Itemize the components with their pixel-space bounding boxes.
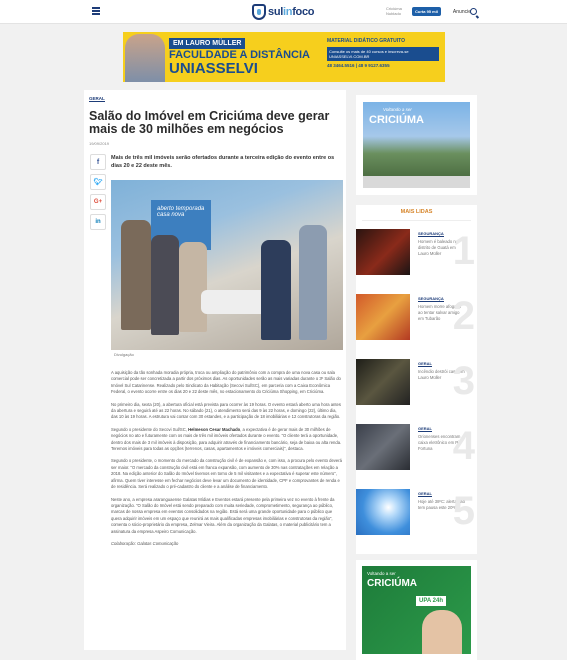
article-photo xyxy=(111,180,343,350)
item-number: 1 xyxy=(452,229,475,273)
photo-person xyxy=(299,225,327,340)
list-item[interactable] xyxy=(356,356,477,416)
banner-line1: FACULDADE A DISTÂNCIA xyxy=(169,49,310,61)
search-icon[interactable] xyxy=(470,8,477,15)
googleplus-share-icon[interactable]: G+ xyxy=(90,194,106,210)
item-text: Homem morre afogado ao tentar salvar amigo em Tubarão xyxy=(418,304,462,321)
item-tag: SEGURANÇA xyxy=(418,296,444,301)
list-item[interactable] xyxy=(356,486,477,546)
top-navbar xyxy=(0,0,567,24)
logo-mark-icon xyxy=(252,4,266,20)
header-actions xyxy=(386,7,471,16)
mais-lidas-heading: MAIS LIDAS xyxy=(362,209,471,221)
item-tag: GERAL xyxy=(418,426,432,431)
anuncie-link[interactable]: Anuncie xyxy=(452,8,471,15)
item-thumbnail xyxy=(356,229,410,275)
photo-person xyxy=(261,240,291,340)
article-body xyxy=(111,370,343,553)
ad3-title: CRICIÚMA xyxy=(367,578,417,589)
article-date: 19/09/2019 xyxy=(89,141,110,146)
sidebar xyxy=(356,95,477,660)
highlighted-name: Helmeson Cesar Machado xyxy=(188,426,241,432)
article-lead: Mais de três mil imóveis serão ofertados durante a terceira edição do evento entre os dias 20 e 22 deste mês. xyxy=(111,155,335,169)
banner-people-image xyxy=(125,34,165,82)
body-paragraph: Segundo o presidente, o momento do mercado da construção civil é de expansão e, com isso, a procura pelo evento deverá ser maior. “O mercado da construção civil está em franca expansão, com aumento de 30% nas contratações em relação a 2018. Na edição anterior do Salão do Imóvel tivemos em torno de 5 mil visitantes e a expectativa é superar este número”, afirma. Quem tiver interesse em fechar negócios deve levar um documento de identidade, CPF e comprovantes de renda e de residência. Será realizado o pré-cadastro do cliente e a análise de financiamento. xyxy=(111,458,342,490)
sidebar-ad-upa[interactable] xyxy=(356,560,477,660)
sidebar-ad-criciuma[interactable] xyxy=(356,95,477,195)
ad-title: CRICIÚMA xyxy=(369,114,424,126)
site-logo[interactable] xyxy=(252,3,314,20)
item-tag: GERAL xyxy=(418,361,432,366)
item-text: Homem é baleado no distrito de Guatá em Lauro Müller xyxy=(418,239,459,256)
banner-tag: EM LAURO MÜLLER xyxy=(169,38,245,49)
article-category[interactable]: GERAL xyxy=(89,96,105,101)
logo-accent: in xyxy=(283,5,293,18)
article-title: Salão do Imóvel em Criciúma deve gerar mais de 30 milhões em negócios xyxy=(89,109,330,136)
ad3-logo: UPA 24h xyxy=(416,596,446,606)
item-thumbnail xyxy=(356,294,410,340)
ad-strip xyxy=(363,176,470,188)
item-tag: SEGURANÇA xyxy=(418,231,444,236)
item-number: 3 xyxy=(452,359,475,403)
ad-sub: Voltando a ser xyxy=(383,107,412,112)
hamburger-menu-icon[interactable] xyxy=(92,7,100,15)
twitter-share-icon[interactable]: 🐦︎ xyxy=(90,174,106,190)
banner-phones: 48 3464.5516 | 48 9 9127.6355 xyxy=(327,63,390,68)
banner-line2: UNIASSELVI xyxy=(169,60,258,77)
facebook-share-icon[interactable]: f xyxy=(90,154,106,170)
item-thumbnail xyxy=(356,489,410,535)
photo-person xyxy=(151,235,179,335)
body-paragraph: Segundo o presidente do Secovi Sul/SC, Helmeson Cesar Machado, a expectativa é de gerar mais de 30 milhões de negócios no ato e futuramente com os mais de três mil imóveis ofertados durante o evento. “O cliente terá a oportunidade, dentro dos mais de 3 mil imóveis à disposição, para adquirir através de financiamento bancário, seja de baixa ou alta renda. Teremos imóveis para todas as opções (terrenos, casas, apartamentos e imóveis comerciais)”, destaca. xyxy=(111,426,342,452)
body-paragraph: A aquisição da tão sonhada moradia própria, troca ou ampliação do patrimônio com a compra de uma nova casa ou sala comercial pode ser concretizada a partir dos próximos dias. As oportunidades serão as mais variadas durante o 3º Salão do Imóvel Sul Catarinense. Realizado pelo Sindicato da Habitação (Secovi Sul/SC), em parceria com a Caixa Econômica Federal, o evento ocorre entre os dias 20 e 22 deste mês, no estacionamento do Criciúma Shopping, em Criciúma. xyxy=(111,370,341,395)
logo-prefix: sul xyxy=(268,5,283,18)
item-number: 4 xyxy=(452,424,475,468)
ad3-sub: Voltando a ser xyxy=(367,571,396,576)
logo-suffix: foco xyxy=(292,5,315,18)
facebook-like-button[interactable]: Curta 95 mil xyxy=(412,7,441,16)
item-number: 5 xyxy=(452,489,475,533)
photo-stand: aberto temporada casa nova xyxy=(151,200,211,250)
photo-person xyxy=(121,220,151,330)
body-paragraph: No primeiro dia, sexta (20), a abertura oficial está prevista para ocorrer às 19 horas. O evento estará aberto uma hora antes da abertura e seguirá até as 22 horas. No sábado (21), o atendimento será das 9 às 22 horas, e domingo (22), último dia, das 10 às 19 horas. A estrutura vai contar com 30 estandes, e a participação de 18 imobiliárias e 12 construtoras da região. xyxy=(111,401,341,420)
item-thumbnail xyxy=(356,424,410,470)
ad3-person-image xyxy=(422,610,462,654)
list-item[interactable] xyxy=(356,226,477,286)
weather-widget: Criciúma Nublado xyxy=(386,6,402,16)
linkedin-share-icon[interactable]: in xyxy=(90,214,106,230)
item-text: Hoje até 38ºC: alerta não tem pausa este 20ºC xyxy=(418,499,465,510)
list-item[interactable] xyxy=(356,291,477,351)
item-text: Incêndio destrói casa em Lauro Müller xyxy=(418,369,465,380)
photo-caption: Divulgação xyxy=(114,352,134,357)
item-number: 2 xyxy=(452,294,475,338)
item-thumbnail xyxy=(356,359,410,405)
body-credit: Colaboração: Galatas Comunicação xyxy=(111,540,179,546)
photo-person xyxy=(179,242,207,332)
banner-right-box: Consulte os mais de 40 cursos e inscreva-se UNIASSELVI.COM.BR xyxy=(327,47,439,61)
banner-right-title: MATERIAL DIDÁTICO GRATUITO xyxy=(327,38,405,44)
banner-right xyxy=(327,38,439,68)
item-tag: GERAL xyxy=(418,491,432,496)
banner-headline xyxy=(169,50,310,77)
article-column xyxy=(84,90,346,650)
mais-lidas-panel xyxy=(356,205,477,554)
body-paragraph: Neste ano, a empresa araranguaense Galatas Mídias e Eventos estará presente pela primeira vez no evento à frente da organização. “O Salão do Imóvel está sendo preparado com muita seriedade, comprometimento, segurança ao público, marcas de nossa empresa em eventos consolidados na região. Está será uma grande oportunidade para o público que quera adquirir imóveis em um espaço que reunirá as mais qualificadas empresas imobiliárias e construtoras da região”, comenta o sócio-proprietário da empresa, Zelmar Vieira. Além da organização da Galatas, o material publicitário tem a assinatura da empresa Aspeiro Comunicação. xyxy=(111,496,335,534)
top-ad-banner[interactable] xyxy=(123,32,445,82)
item-text: Orionenses encontram caixa eletrônico em Rio Fortuna xyxy=(418,434,462,451)
list-item[interactable] xyxy=(356,421,477,481)
